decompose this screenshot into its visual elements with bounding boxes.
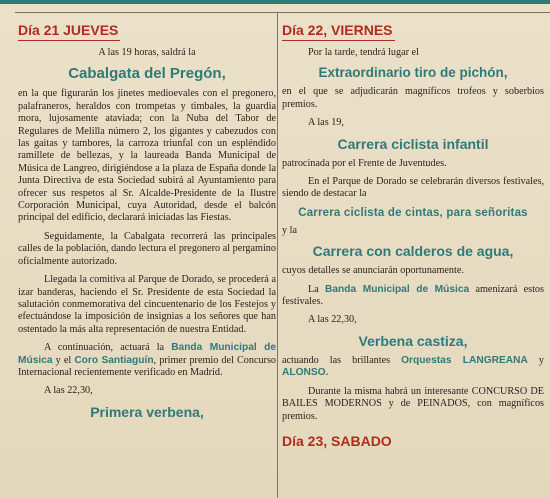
tarde-paragraph: Por la tarde, tendrá lugar el	[308, 47, 419, 58]
time-19-right: A las 19,	[308, 117, 344, 129]
calderos-agua-heading: Carrera con calderos de agua,	[312, 243, 514, 260]
tiro-pichon-description: en el que se adjudicarán magníficos trofeos y soberbios premios.	[282, 86, 544, 110]
verbena-castiza-heading: Verbena castiza,	[358, 332, 468, 349]
cabalgata-heading: Cabalgata del Pregón,	[68, 65, 226, 83]
carrera-infantil-heading: Carrera ciclista infantil	[337, 135, 489, 152]
detalles-paragraph: cuyos detalles se anunciarán oportunamente.	[282, 265, 464, 277]
time-2230-right: A las 22,30,	[308, 314, 357, 326]
banderas-paragraph: Llegada la comitiva al Parque de Dorado, se procederá a izar banderas, haciendo el Sr. Presidente de esta Sociedad la salutación conmemorativa del cincuentenario de los Festejos y efectuándose la imposición de insignias a los señores que han ostentado la más alta representación de nuestra Entidad.	[18, 274, 276, 335]
carrera-cintas-heading: Carrera ciclista de cintas, para señoritas	[298, 206, 528, 219]
banda-festivales-paragraph: La Banda Municipal de Música amenizará estos festivales.	[282, 283, 544, 308]
right-top-rule	[278, 12, 550, 13]
cabalgata-route: Seguidamente, la Cabalgata recorrerá las principales calles de la población, dando lectura el pregonero al pergamino oficialmente autorizado.	[18, 230, 276, 267]
left-column	[18, 18, 276, 426]
alonso-highlight: ALONSO.	[282, 367, 329, 379]
frente-juventudes: patrocinada por el Frente de Juventudes.	[282, 157, 447, 169]
concierto-paragraph: A continuación, actuará la Banda Municipal de Música y el Coro Santiaguín, primer premio del Concurso Internacional recientemente verificado en Madrid.	[18, 342, 277, 378]
top-accent-bar	[0, 0, 550, 4]
parque-dorado-paragraph: En el Parque de Dorado se celebrarán diversos festivales, siendo de destacar la	[282, 176, 544, 200]
banda-municipal-highlight: Banda Municipal de Música	[18, 342, 276, 366]
day-22-title: Día 22, VIERNES	[282, 22, 395, 41]
primera-verbena-heading: Primera verbena,	[90, 403, 204, 420]
right-column	[282, 18, 544, 451]
time-2230-left: A las 22,30,	[44, 385, 93, 397]
cabalgata-description: en la que figurarán los jinetes medioevales con el pregonero, palafraneros, heraldos con trompetas y timbales, la guardia mora, lujosamente ataviada; con la Nuba del Tabor de Regulares de Melilla número 2, los gigantes y cabezudos con las gaitas y tambores, la carroza triunfal con un espléndido ramillete de bellezas, y la laureada Banda Municipal de Música de Langreo, dirigiéndose a la plaza de España donde la Junta Directiva de esta Sociedad subirá al Ayuntamiento para ofrecer sus respetos al Sr. Alcalde-Presidente de la Ilustre Corporación Municipal, cuya Autoridad, desde el balcón principal del edificio, declarará iniciadas las Fiestas.	[18, 88, 276, 224]
coro-santiaguin-highlight: Coro Santiaguín	[74, 354, 154, 366]
left-top-rule	[15, 12, 277, 13]
time-19: A las 19 horas, saldrá la	[98, 47, 196, 58]
orquestas-paragraph: actuando las brillantes Orquestas LANGREANA y ALONSO.	[282, 354, 545, 379]
banda-municipal-right-highlight: Banda Municipal de Música	[325, 283, 470, 295]
tiro-pichon-heading: Extraordinario tiro de pichón,	[318, 65, 508, 81]
y-la: y la	[282, 224, 297, 236]
day-23-title: Día 23, SABADO	[282, 432, 392, 449]
concurso-paragraph: Durante la misma habrá un interesante CONCURSO DE BAILES MODERNOS y de PEINADOS, con magníficos premios.	[282, 385, 544, 422]
orquesta-langreana-highlight: Orquestas LANGREANA	[401, 354, 528, 366]
day-21-title: Día 21 JUEVES	[18, 22, 120, 41]
column-divider	[277, 12, 278, 498]
